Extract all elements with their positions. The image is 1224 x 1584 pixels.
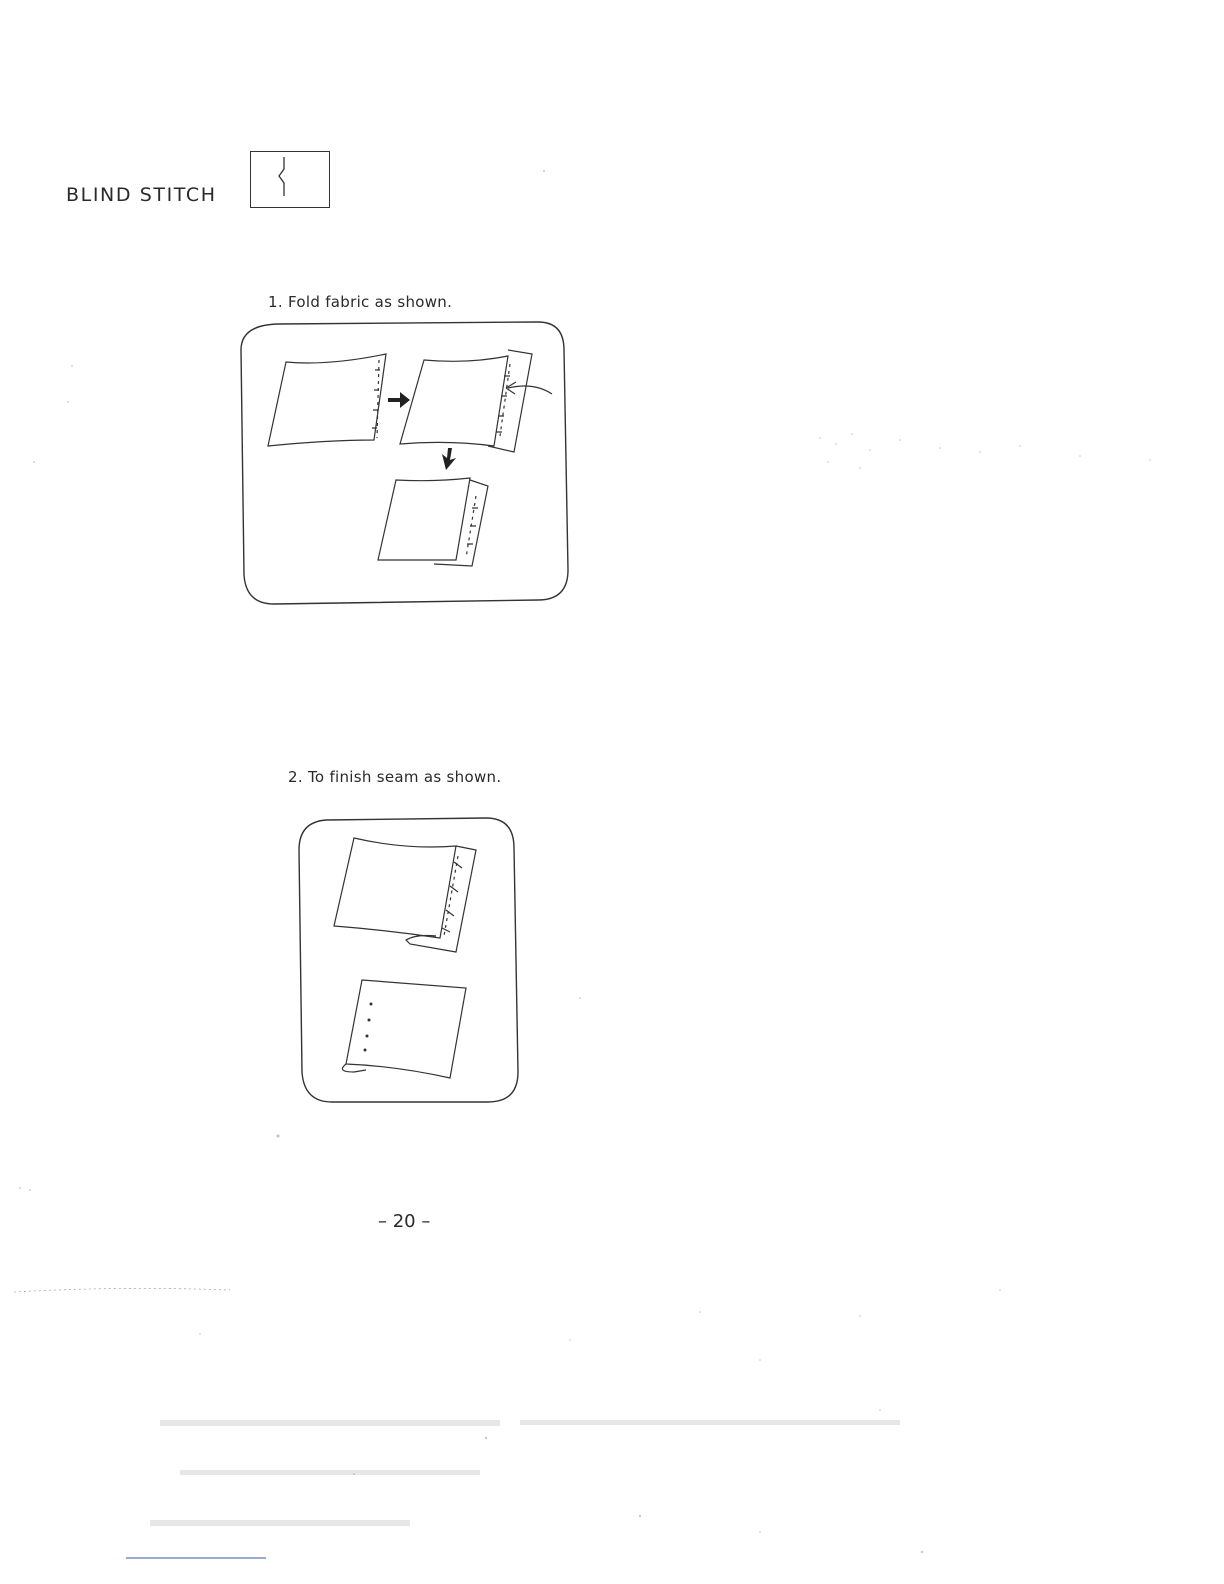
section-title: BLIND STITCH	[66, 184, 217, 206]
step-2-instruction: 2. To finish seam as shown.	[288, 768, 502, 786]
step-1-instruction: 1. Fold fabric as shown.	[268, 293, 453, 311]
page-number: – 20 –	[378, 1211, 431, 1232]
